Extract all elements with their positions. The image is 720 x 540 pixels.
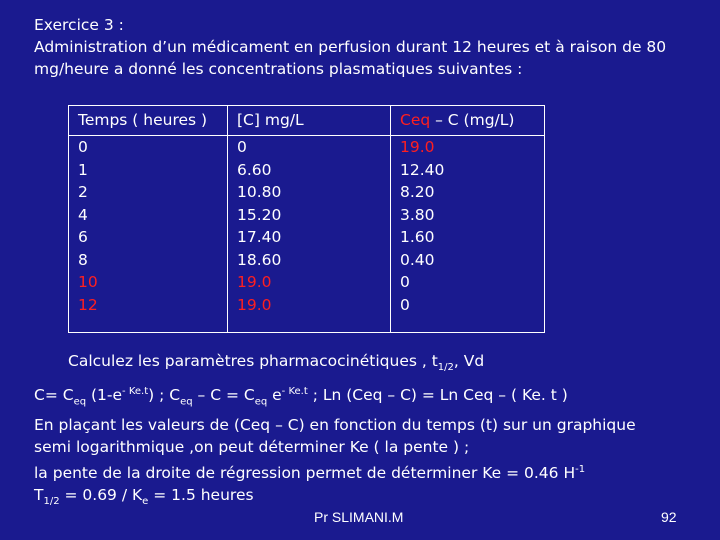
concentration-table: [68, 105, 545, 333]
temps-value: 12: [78, 295, 98, 314]
concentration-value: 10.80: [237, 183, 282, 201]
ceq-minus-c-value: 0.40: [400, 250, 435, 269]
exercise-title: Exercice 3 :: [34, 16, 124, 34]
temps-value: 0: [78, 138, 88, 156]
footer-author: Pr SLIMANI.M: [314, 509, 404, 525]
explanation-line: semi logarithmique ,on peut déterminer Ke ( la pente ) ;: [34, 438, 470, 457]
temps-value: 6: [78, 228, 88, 246]
concentration-value: 6.60: [237, 160, 272, 179]
ceq-minus-c-value: 3.80: [400, 205, 435, 224]
concentration-value: 19.0: [237, 295, 272, 314]
ceq-minus-c-value: 8.20: [400, 183, 435, 201]
concentration-value: 18.60: [237, 250, 282, 269]
header-ceq-minus-c: [391, 106, 545, 136]
header-minus-c: – C (mg/L): [430, 111, 515, 129]
ceq-minus-c-value: 19.0: [400, 138, 435, 156]
temps-value: 8: [78, 250, 88, 269]
concentration-value: 17.40: [237, 228, 282, 246]
exercise-statement-line: mg/heure a donné les concentrations plasmatiques suivantes :: [34, 60, 523, 78]
exercise-statement-line: Administration d’un médicament en perfusion durant 12 heures et à raison de 80: [34, 38, 667, 56]
table-header-row: [69, 106, 545, 136]
slope-line: la pente de la droite de régression permet de déterminer Ke = 0.46 $H^{-1}$: [34, 463, 586, 482]
calculation-prompt: Calculez les paramètres pharmacocinétiques , $t_{1/2}$, Vd: [68, 352, 485, 374]
header-concentration: [C] mg/L: [228, 106, 391, 136]
concentration-value: 15.20: [237, 205, 282, 224]
half-life-line: $T_{1/2} = 0.69 / K_e = 1.5$ heures: [34, 486, 254, 508]
header-temps: Temps ( heures ): [69, 106, 228, 136]
table-row: [69, 136, 545, 333]
ceq-minus-c-column: [391, 136, 545, 333]
exercise-intro: [34, 14, 704, 80]
temps-value: 2: [78, 183, 88, 201]
concentration-column: [228, 136, 391, 333]
concentration-value: 0: [237, 138, 247, 156]
page-number: 92: [661, 509, 677, 525]
explanation-line: En plaçant les valeurs de (Ceq – C) en fonction du temps (t) sur un graphique: [34, 415, 636, 434]
ceq-minus-c-value: 0: [400, 273, 410, 291]
header-ceq: Ceq: [400, 111, 431, 129]
temps-column: [69, 136, 228, 333]
temps-value: 1: [78, 160, 88, 179]
formula-line: $C= C_{eq}$ $(1-e^{- Ke.t})$ ; $C_{eq} - C = C_{eq}$ $e^{- Ke.t}$ ; Ln (Ceq – C) = Ln Ceq – ( Ke. t ): [34, 386, 568, 408]
temps-value: 4: [78, 205, 88, 224]
ceq-minus-c-value: 0: [400, 295, 410, 314]
ceq-minus-c-value: 12.40: [400, 160, 445, 179]
formula-block: [34, 381, 714, 514]
concentration-value: 19.0: [237, 273, 272, 291]
ceq-minus-c-value: 1.60: [400, 228, 435, 246]
temps-value: 10: [78, 273, 98, 291]
